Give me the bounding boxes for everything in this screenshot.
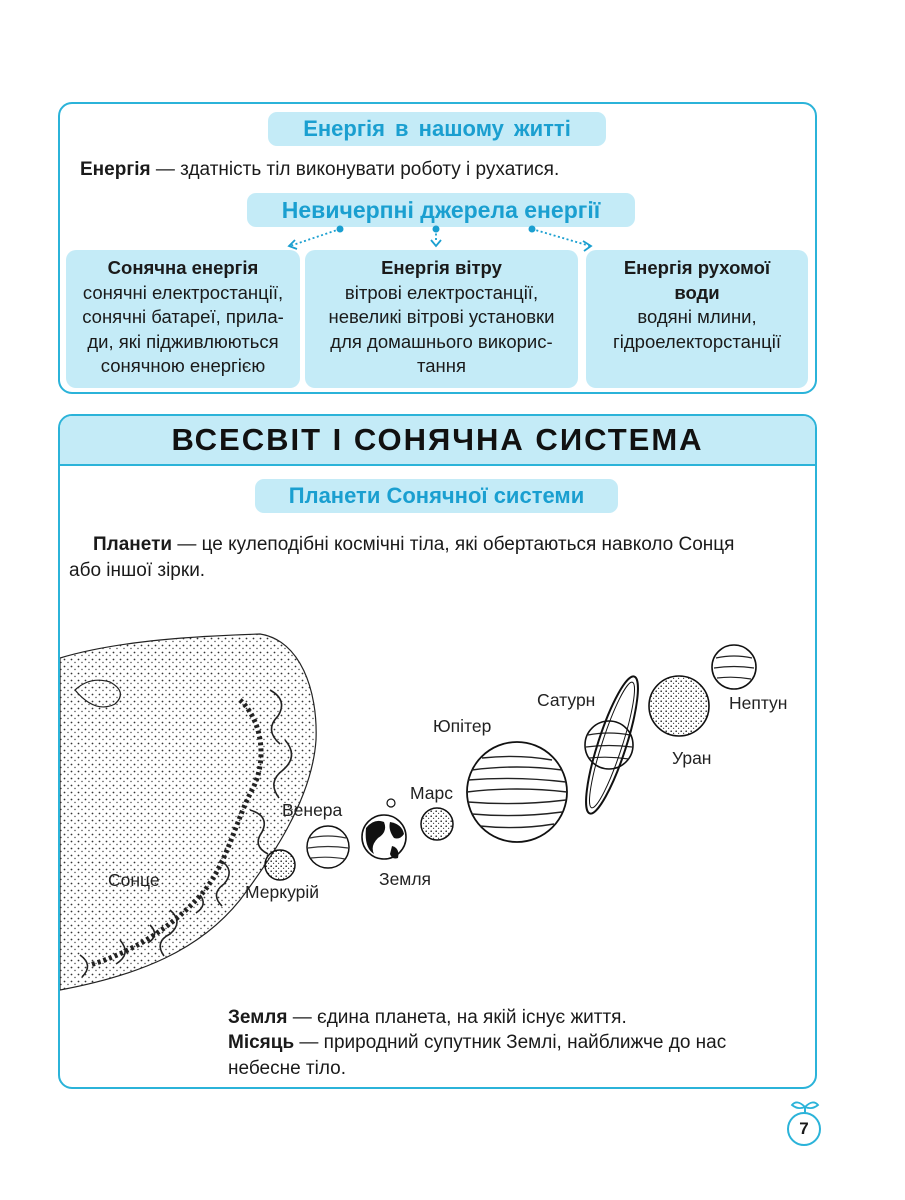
moon-definition-text: — природний супутник Землі, найближче до нас bbox=[294, 1032, 727, 1053]
label-mars: Марс bbox=[410, 783, 453, 803]
card-title: Сонячна енергія bbox=[107, 257, 259, 278]
planets-subtitle: Планети Сонячної системи bbox=[255, 479, 618, 513]
energy-section-title: Енергія в нашому житті bbox=[268, 112, 606, 146]
card-line: гідроелекторстанції bbox=[613, 330, 781, 352]
moon-drawing bbox=[387, 799, 395, 807]
card-line: сонячні електростанції, bbox=[82, 281, 284, 303]
uranus-drawing bbox=[649, 676, 709, 736]
card-line: сонячною енергією bbox=[100, 355, 266, 376]
card-line: ди, які підживлюються bbox=[87, 330, 279, 352]
label-jupiter: Юпітер bbox=[433, 716, 492, 736]
card-line: для домашнього викорис- bbox=[330, 330, 553, 352]
label-saturn: Сатурн bbox=[537, 690, 596, 710]
card-line: водяні млини, bbox=[637, 306, 757, 327]
mercury-drawing bbox=[265, 850, 295, 880]
planets-definition-text-2: або іншої зірки. bbox=[69, 560, 206, 581]
earth-definition bbox=[228, 1005, 627, 1031]
energy-term: Енергія bbox=[80, 159, 151, 180]
earth-definition-text: — єдина планета, на якій існує життя. bbox=[287, 1007, 627, 1028]
label-venus: Венера bbox=[282, 800, 343, 820]
card-line: вітрові електростанції, bbox=[344, 281, 539, 303]
renewable-sources-title: Невичерпні джерела енергії bbox=[247, 193, 635, 227]
moon-definition-text-2: небесне тіло. bbox=[228, 1058, 346, 1079]
label-earth: Земля bbox=[379, 869, 432, 889]
universe-section-header: ВСЕСВІТ І СОНЯЧНА СИСТЕМА bbox=[60, 416, 815, 466]
energy-definition-text: — здатність тіл виконувати роботу і рухатися. bbox=[150, 159, 560, 180]
sun-drawing bbox=[60, 634, 316, 990]
label-neptune: Нептун bbox=[729, 693, 788, 713]
moon-definition bbox=[228, 1030, 788, 1082]
card-title: води bbox=[674, 281, 720, 303]
planets-definition-text: — це кулеподібні космічні тіла, які обертаються навколо Сонця bbox=[172, 534, 735, 555]
page-number: 7 bbox=[787, 1112, 821, 1146]
card-line: невеликі вітрові установки bbox=[328, 306, 555, 327]
earth-term: Земля bbox=[228, 1007, 288, 1028]
moon-term: Місяць bbox=[228, 1032, 295, 1053]
planets-term: Планети bbox=[93, 534, 173, 555]
card-line: сонячні батареї, прила- bbox=[82, 306, 284, 327]
mars-drawing bbox=[421, 808, 453, 840]
label-uranus: Уран bbox=[672, 748, 712, 768]
card-line: тання bbox=[416, 355, 466, 376]
card-title: Енергія вітру bbox=[381, 257, 502, 278]
card-title: Енергія рухомої bbox=[623, 257, 771, 278]
label-sun: Сонце bbox=[108, 870, 160, 890]
label-mercury: Меркурій bbox=[245, 882, 320, 902]
